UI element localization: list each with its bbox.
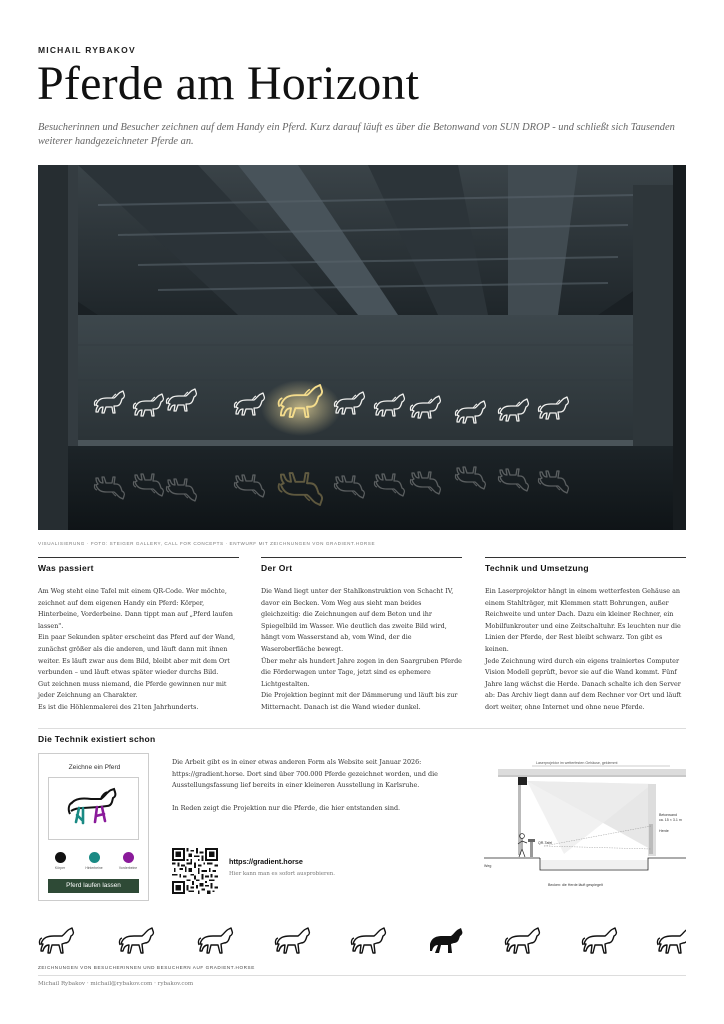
horse-drawing-icon — [505, 928, 539, 953]
section-heading: Die Technik existiert schon — [38, 734, 156, 744]
color-swatch-body[interactable] — [55, 852, 66, 863]
page-subtitle: Besucherinnen und Besucher zeichnen auf dem Handy ein Pferd. Kurz darauf läuft es über die Betonwand von SUN DROP - und schließt sich Tausenden weiterer handgezeichneter Pferde an. — [38, 122, 675, 147]
projector-icon — [518, 777, 527, 785]
page-title: Pferde am Horizont — [37, 57, 420, 110]
horse-drawing-icon — [582, 928, 616, 953]
horse-drawing-icon — [275, 928, 309, 953]
column-heading: Technik und Umsetzung — [485, 557, 686, 573]
label-basin: Becken: die Herde läuft gespiegelt — [548, 883, 603, 887]
release-horse-button[interactable]: Pferd laufen lassen — [48, 879, 139, 893]
column-body: Die Wand liegt unter der Stahlkonstruktion von Schacht IV, davor ein Becken. Vom Weg aus sieht man beides gleichzeitig: die Zeichnungen auf dem Beton und ihr Spiegelbild im Wasser. Wie deutlich das zweite Bild wird, hängt vom Wasserstand ab, vom Wind, der die Waseroberfläche bewegt. Über mehr als hundert Jahre zogen in den Saargruben Pferde die Förderwagen unter Tage, jetzt sind es ephemere Lichtgestalten. Die Projektion beginnt mit der Dämmerung und läuft bis zur Mitternacht. Danach ist die Wand wieder dunkel. — [261, 587, 462, 711]
column-der-ort — [261, 557, 462, 714]
label-projector: Laserprojektor im wetterfesten Gehäuse, geklemmt — [536, 761, 618, 765]
author-name: MICHAIL RYBAKOV — [38, 45, 136, 55]
column-technik — [485, 557, 686, 714]
label-herd: Herde — [659, 829, 669, 833]
qr-code-icon[interactable] — [172, 848, 218, 894]
hero-visualization — [38, 165, 686, 530]
website-link[interactable]: https://gradient.horse — [229, 857, 303, 866]
swatch-label: Körper — [54, 866, 66, 870]
color-swatch-hindlegs[interactable] — [89, 852, 100, 863]
label-path: Weg — [484, 864, 492, 868]
label-wall: Betonwand — [659, 813, 677, 817]
swatch-label: Vorderbeine — [118, 866, 138, 870]
section-divider — [38, 728, 686, 729]
footer-divider — [38, 975, 686, 976]
card-title: Zeichne ein Pferd — [68, 764, 121, 771]
column-body: Am Weg steht eine Tafel mit einem QR-Code. Wer möchte, zeichnet auf dem eigenen Handy ein Pferd: Körper, Hinterbeine, Vorderbeine. Dann tippt man auf „Pferd laufen lassen". Ein paar Sekunden später erscheint das Pferd auf der Wand, zunächst größer als die anderen, und läuft dann mit ihnen weiter. Es läuft zwar aus dem Bild, bleibt aber mit dem Ort verbunden – und läuft etwas später wieder durchs Bild. Gut zeichnen muss niemand, die Pferde gewinnen nur mit jeder Zeichnung an Charakter. Es ist die Höhlenmalerei des 21ten Jahrhunderts. — [38, 587, 236, 711]
column-heading: Was passiert — [38, 557, 239, 573]
qr-hint: Hier kann man es sofort ausprobieren. — [229, 871, 335, 877]
tech-description: Die Arbeit gibt es in einer etwas anderen Form als Website seit Januar 2026: https://gradient.horse. Dort sind über 700.000 Pferde gezeichnet worden, und die Ausstellungsfassung lief bereits in einer kleineren Ausstellung in Karlsruhe. In Reden zeigt die Projektion nur die Pferde, die hier entstanden sind. — [172, 758, 438, 813]
label-board: QR-Tafel — [538, 841, 553, 845]
visitor-horses-gallery — [38, 924, 686, 958]
swatch-label: Hinterbeine — [85, 866, 103, 870]
gallery-caption: ZEICHNUNGEN VON BESUCHERINNEN UND BESUCHERN AUF GRADIENT.HORSE — [38, 965, 255, 970]
image-caption: VISUALISIERUNG · FOTO: STEIGER GALLERY, CALL FOR CONCEPTS · ENTWURF MIT ZEICHNUNGEN VON GRADIENT.HORSE — [38, 541, 376, 546]
drawn-horse-icon — [49, 778, 138, 839]
horse-drawing-icon — [119, 928, 153, 953]
footer-contact: Michail Rybakov · michail@rybakov.com · rybakov.com — [38, 981, 194, 987]
horse-drawing-icon — [198, 928, 232, 953]
label-wall-size: ca. 15 × 3.1 m — [659, 818, 682, 822]
column-body: Ein Laserprojektor hängt in einem wetterfesten Gehäuse an einem Stahlträger, mit Klemmen statt Bohrungen, außer Reichweite und unter Dach. Dazu ein kleiner Rechner, ein Mobilfunkrouter und eine Zeitschaltuhr. Es leuchten nur die Linien der Pferde, der Rest bleibt schwarz. Ton gibt es keinen. Jede Zeichnung wird durch ein eigens trainiertes Computer Vision Modell geprüft, bevor sie auf die Wand kommt. Fünf Jahre lang wächst die Herde. Danach schalte ich den Server ab: Das Archiv liegt dann auf dem Rechner vor Ort und läuft dort weiter, ohne Internet und ohne neue Pferde. — [485, 587, 682, 711]
horse-drawing-icon — [39, 928, 73, 953]
phone-drawing-card — [38, 753, 149, 901]
horse-drawing-icon — [430, 928, 462, 953]
horse-drawing-icon — [351, 928, 385, 953]
column-heading: Der Ort — [261, 557, 462, 573]
horse-drawing-icon — [657, 928, 686, 953]
column-was-passiert — [38, 557, 239, 714]
drawing-canvas[interactable] — [48, 777, 139, 840]
color-swatch-forelegs[interactable] — [123, 852, 134, 863]
installation-diagram — [484, 754, 686, 898]
